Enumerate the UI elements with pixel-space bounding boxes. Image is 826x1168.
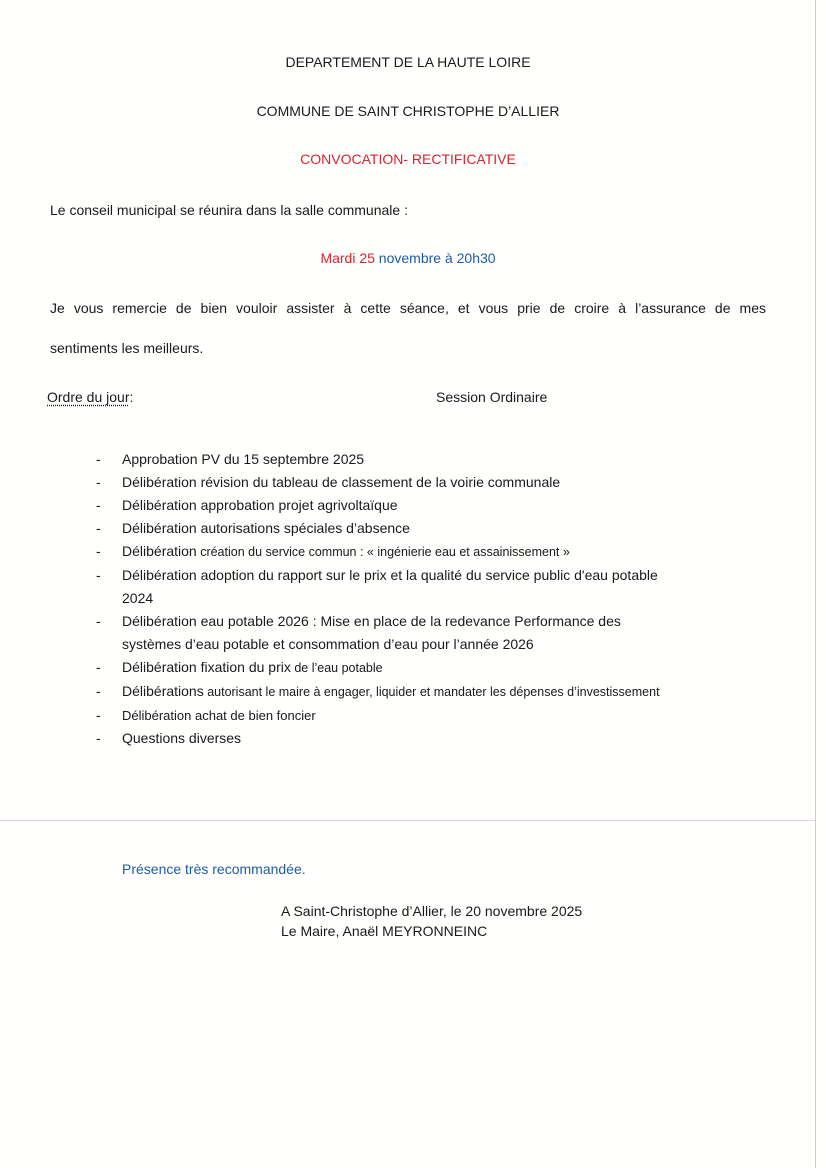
agenda-label: Ordre du jour: [47, 389, 130, 405]
agenda-item: - Délibération création du service commun : « ingénierie eau et assainissement »: [96, 540, 676, 564]
meeting-place-text: Le conseil municipal se réunira dans la salle communale :: [50, 202, 408, 218]
department-heading: DEPARTEMENT DE LA HAUTE LOIRE: [285, 54, 531, 70]
page-edge-line: [815, 0, 816, 1168]
dash-bullet-icon: -: [96, 659, 101, 675]
page-break-rule: [0, 820, 815, 821]
attendance-note: Présence très recommandée.: [122, 861, 306, 877]
mayor-signature: Le Maire, Anaël MEYRONNEINC: [281, 923, 488, 939]
agenda-item: - Délibération révision du tableau de classement de la voirie communale: [96, 471, 676, 494]
dash-bullet-icon: -: [96, 451, 101, 467]
dash-bullet-icon: -: [96, 497, 101, 513]
agenda-item: - Approbation PV du 15 septembre 2025: [96, 448, 676, 471]
dash-bullet-icon: -: [96, 474, 101, 490]
agenda-label-colon: :: [129, 389, 134, 405]
agenda-item: - Délibération fixation du prix de l’eau potable: [96, 656, 676, 680]
meeting-date-time: novembre à 20h30: [374, 250, 496, 266]
dash-bullet-icon: -: [96, 683, 101, 699]
agenda-item: - Délibération autorisations spéciales d’absence: [96, 517, 676, 540]
agenda-item: - Délibération approbation projet agrivoltaïque: [96, 494, 676, 517]
agenda-item: - Questions diverses: [96, 727, 676, 750]
document-title: CONVOCATION- RECTIFICATIVE: [300, 151, 516, 167]
place-and-date: A Saint-Christophe d’Allier, le 20 novembre 2025: [281, 903, 583, 919]
meeting-date: [0, 250, 816, 266]
courtesy-text-line-1: Je vous remercie de bien vouloir assister à cette séance, et vous prie de croire à l’assurance de mes: [50, 300, 766, 316]
commune-heading: COMMUNE DE SAINT CHRISTOPHE D’ALLIER: [256, 103, 560, 119]
agenda-item: - Délibération eau potable 2026 : Mise en place de la redevance Performance des systèmes d’eau potable et consommation d’eau pour l’année 2026: [96, 610, 676, 656]
agenda-item: - Délibération achat de bien foncier: [96, 704, 676, 727]
dash-bullet-icon: -: [96, 520, 101, 536]
meeting-date-day: Mardi 25: [320, 250, 375, 266]
dash-bullet-icon: -: [96, 567, 101, 583]
dash-bullet-icon: -: [96, 613, 101, 629]
agenda-item: - Délibérations autorisant le maire à engager, liquider et mandater les dépenses d’investissement: [96, 680, 676, 704]
dash-bullet-icon: -: [96, 707, 101, 723]
agenda-item: - Délibération adoption du rapport sur le prix et la qualité du service public d'eau potable 2024: [96, 564, 676, 610]
agenda-heading: [47, 389, 133, 405]
dash-bullet-icon: -: [96, 543, 101, 559]
agenda-list: [96, 448, 676, 750]
dash-bullet-icon: -: [96, 730, 101, 746]
courtesy-text-line-2: sentiments les meilleurs.: [50, 340, 204, 356]
session-type: Session Ordinaire: [436, 389, 548, 405]
